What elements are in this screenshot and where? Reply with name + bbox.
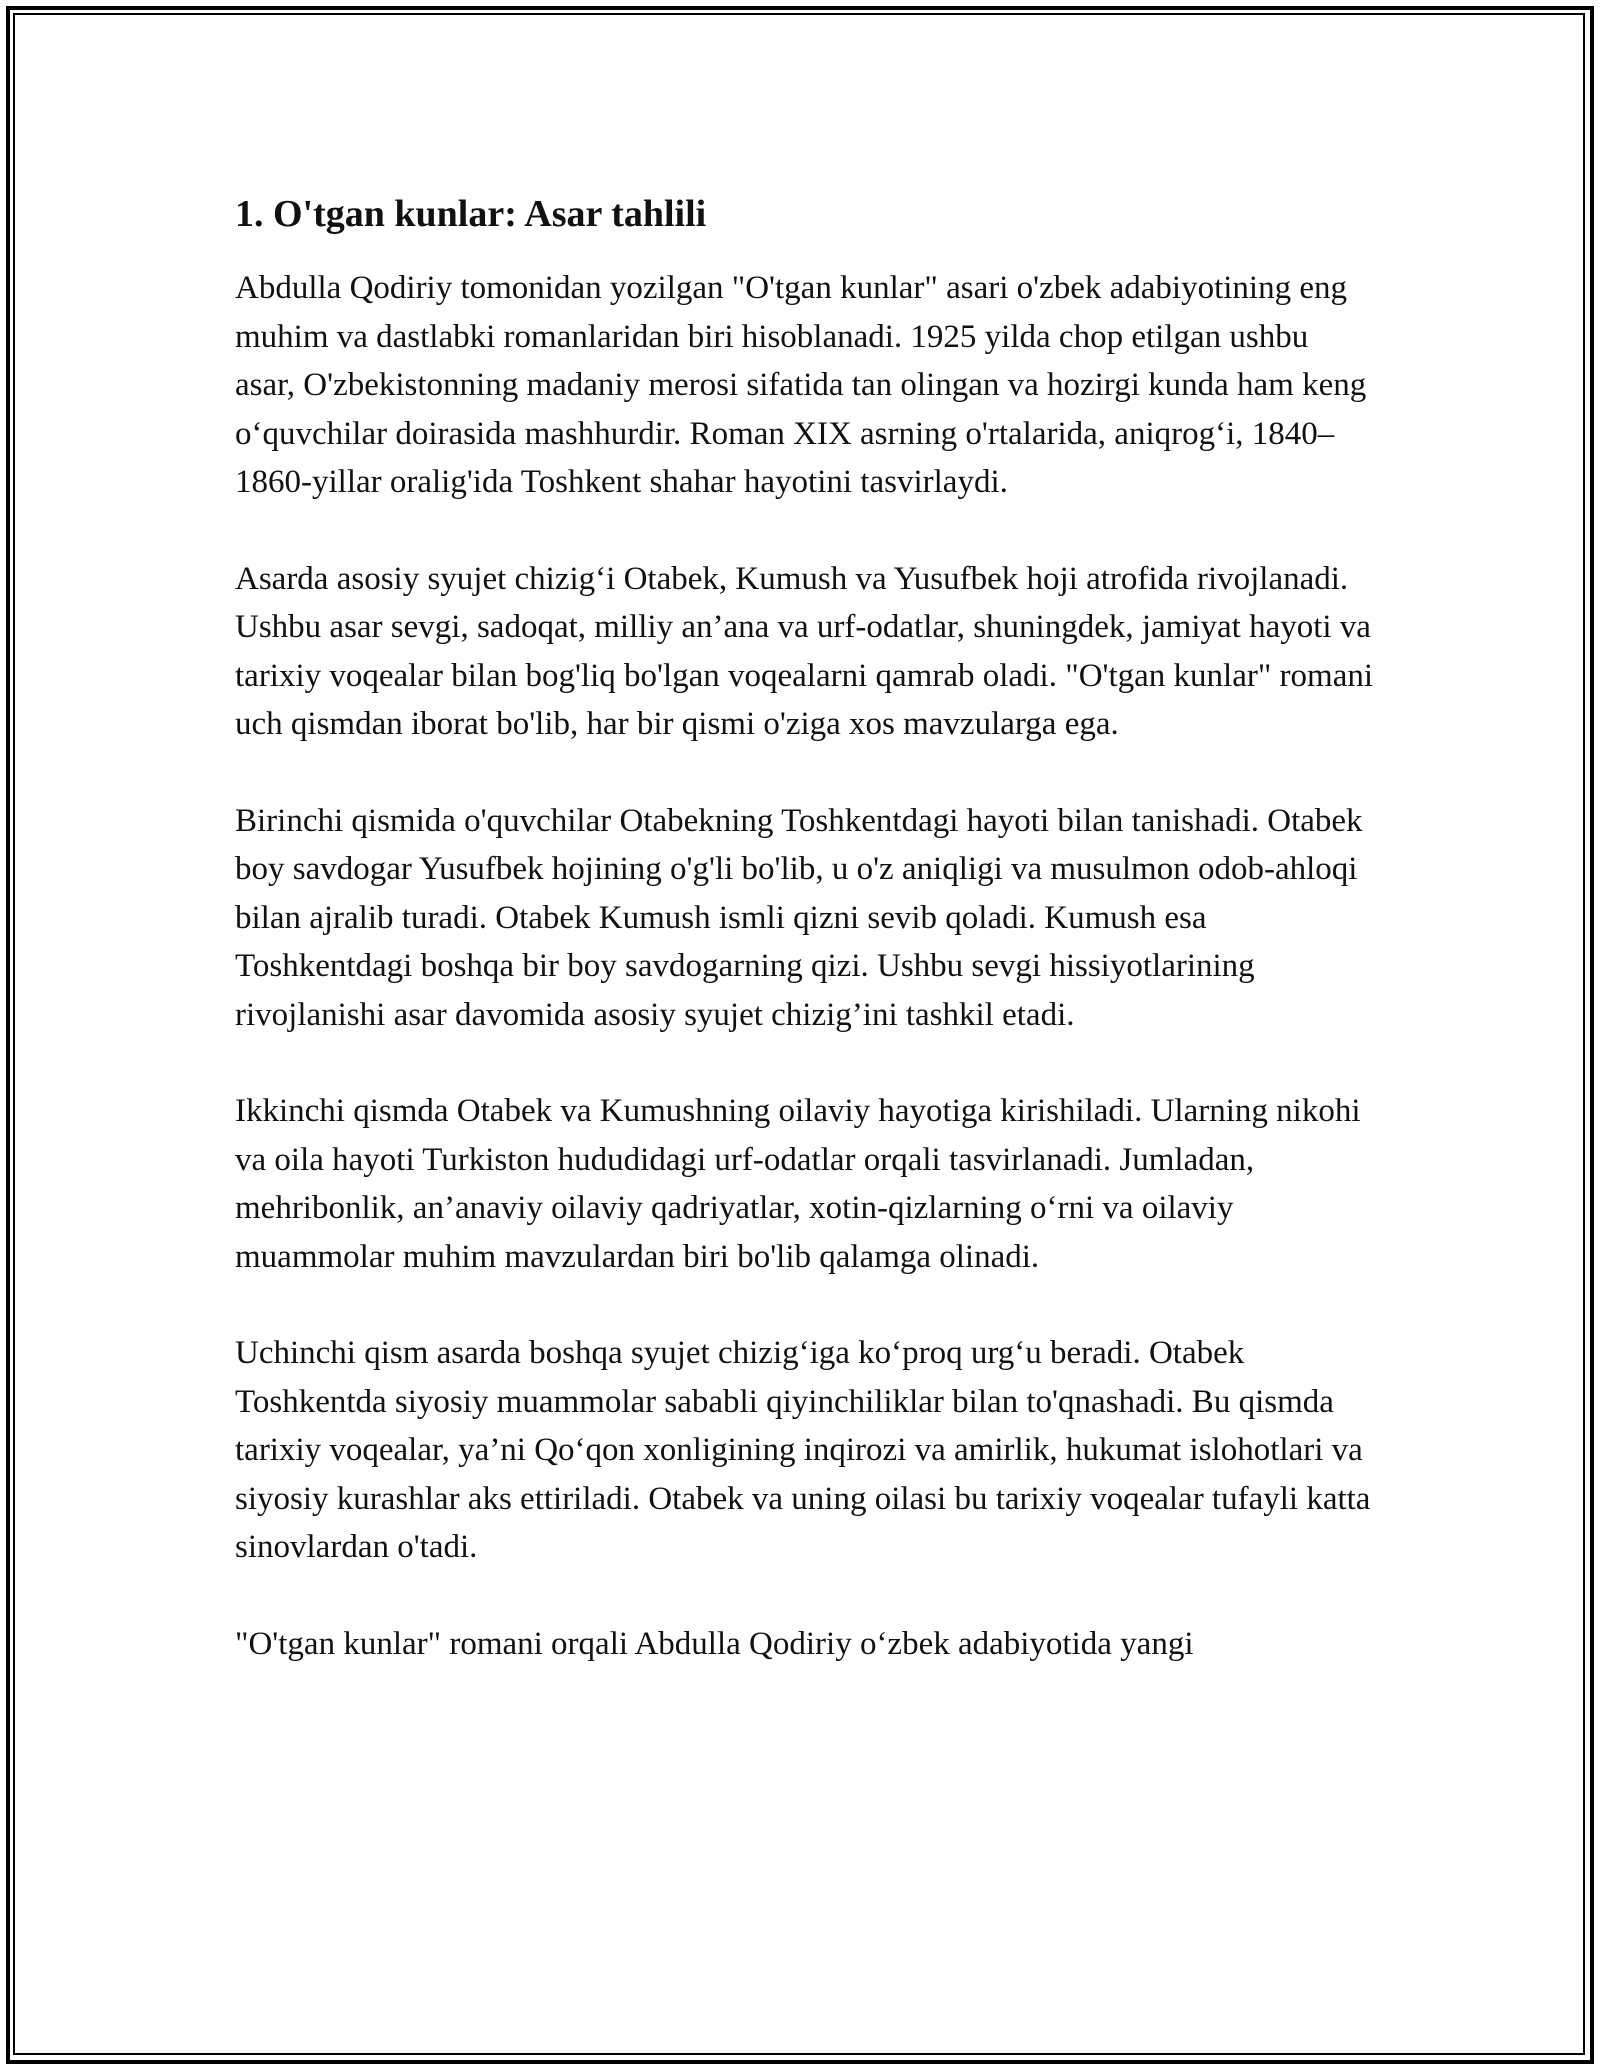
paragraph-3: Birinchi qismida o'quvchilar Otabekning Toshkentdagi hayoti bilan tanishadi. Otabek boy savdogar Yusufbek hojining o'g'li bo'lib, u o'z aniqligi va musulmon odob-ahloqi bilan ajralib turadi. Otabek Kumush ismli qizni sevib qoladi. Kumush esa Toshkentdagi boshqa bir boy savdogarning qizi. Ushbu sevgi hissiyotlarining rivojlanishi asar davomida asosiy syujet chizig’ini tashkil etadi. — [235, 802, 1363, 1033]
page-title: 1. O'tgan kunlar: Asar tahlili — [235, 193, 707, 235]
paragraph-5: Uchinchi qism asarda boshqa syujet chizig‘iga ko‘proq urg‘u beradi. Otabek Toshkentda siyosiy muammolar sababli qiyinchiliklar bilan to'qnashadi. Bu qismda tarixiy voqealar, ya’ni Qo‘qon xonligining inqirozi va amirlik, hukumat islohotlari va siyosiy kurashlar aks ettiriladi. Otabek va uning oilasi bu tarixiy voqealar tufayli katta sinovlardan o'tadi. — [235, 1335, 1371, 1565]
paragraph-2: Asarda asosiy syujet chizig‘i Otabek, Kumush va Yusufbek hoji atrofida rivojlanadi. Ushbu asar sevgi, sadoqat, milliy an’ana va urf-odatlar, shuningdek, jamiyat hayoti va tarixiy voqealar bilan bog'liq bo'lgan voqealarni qamrab oladi. "O'tgan kunlar" romani uch qismdan iborat bo'lib, har bir qismi o'ziga xos mavzularga ega. — [235, 560, 1374, 742]
paragraph-1: Abdulla Qodiriy tomonidan yozilgan "O'tgan kunlar" asari o'zbek adabiyotining eng muhim va dastlabki romanlaridan biri hisoblanadi. 1925 yilda chop etilgan ushbu asar, O'zbekistonning madaniy merosi sifatida tan olingan va hozirgi kunda ham keng o‘quvchilar doirasida mashhurdir. Roman XIX asrning o'rtalarida, aniqrog‘i, 1840–1860-yillar oralig'ida Toshkent shahar hayotini tasvirlaydi. — [235, 270, 1367, 500]
paragraph-6: "O'tgan kunlar" romani orqali Abdulla Qodiriy o‘zbek adabiyotida yangi — [235, 1625, 1194, 1662]
document-body — [235, 186, 1375, 1716]
paragraph-4: Ikkinchi qismda Otabek va Kumushning oilaviy hayotiga kirishiladi. Ularning nikohi va oila hayoti Turkiston hududidagi urf-odatlar orqali tasvirlanadi. Jumladan, mehribonlik, an’anaviy oilaviy qadriyatlar, xotin-qizlarning o‘rni va oilaviy muammolar muhim mavzulardan biri bo'lib qalamga olinadi. — [235, 1093, 1361, 1275]
